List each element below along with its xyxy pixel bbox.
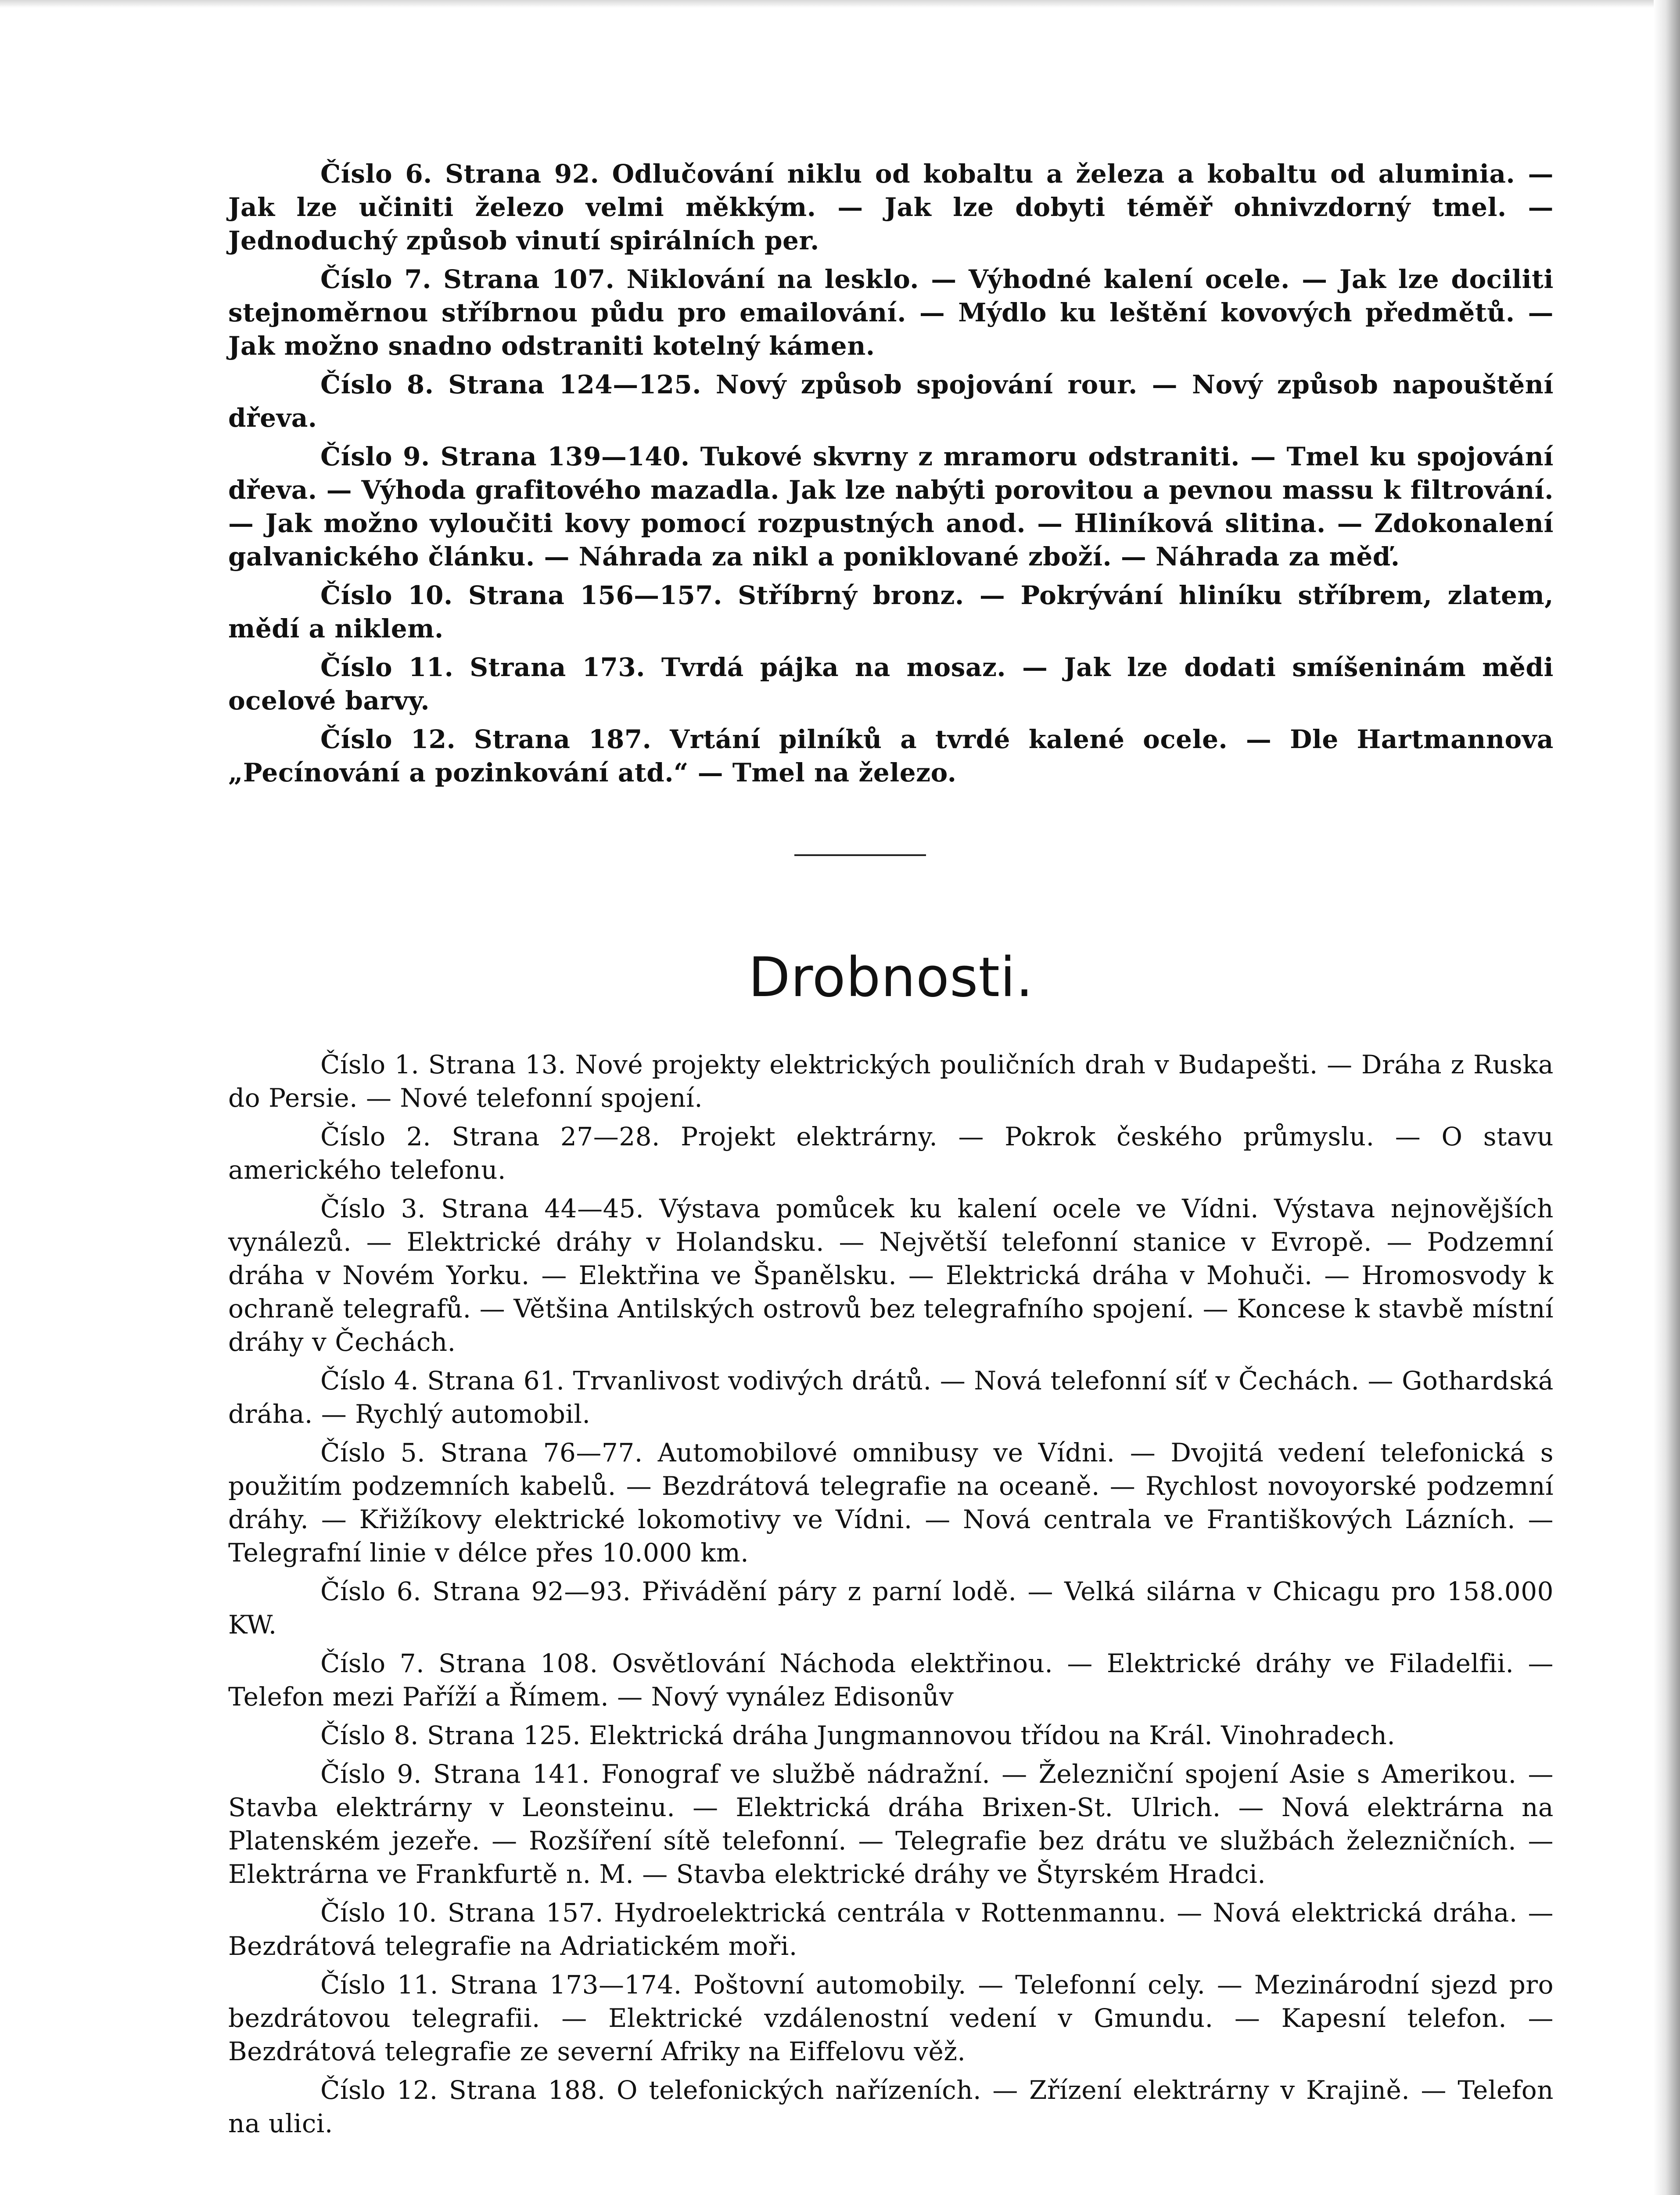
index-entry (228, 723, 1554, 789)
entry-label: Číslo 3. Strana 44—45. (320, 1194, 644, 1223)
entry-text: Tukové skvrny z mramoru odstraniti. — Tmel ku spojování dřeva. — Výhoda grafitového mazadla. Jak lze nabýti porovitou a pevnou massu k filtrování. — Jak možno vyloučiti kovy pomocí rozpustných anod. — Hliníková slitina. — Zdokonalení galvanického článku. — Náhrada za nikl a poniklované zboží. — Náhrada za měď. (228, 442, 1554, 572)
entry-text: Nové projekty elektrických pouličních drah v Budapešti. — Dráha z Ruska do Persie. — Nové telefonní spojení. (228, 1050, 1554, 1113)
entry-label: Číslo 10. Strana 156—157. (320, 580, 722, 610)
index-entry (228, 368, 1554, 435)
index-entry (228, 263, 1554, 363)
section-heading: Drobnosti. (748, 946, 1034, 1009)
index-entry (228, 1757, 1554, 1891)
index-entry (228, 579, 1554, 645)
entry-text: Stříbrný bronz. — Pokrývání hliníku stříbrem, zlatem, mědí a niklem. (228, 580, 1554, 644)
index-entry (228, 1436, 1554, 1569)
entry-label: Číslo 9. Strana 139—140. (320, 442, 690, 471)
entry-label: Číslo 10. Strana 157. (320, 1898, 603, 1928)
entry-label: Číslo 2. Strana 27—28. (320, 1122, 660, 1151)
entry-text: Automobilové omnibusy ve Vídni. — Dvojitá vedení telefonická s použitím podzemních kabelů. — Bezdrátová telegrafie na oceaně. — Rychlost novoyorské podzemní dráhy. — Křižíkovy elektrické lokomotivy ve Vídni. — Nová centrala ve Františkových Lázních. — Telegrafní linie v délce přes 10.000 km. (228, 1438, 1554, 1568)
index-entry (228, 2073, 1554, 2140)
entry-label: Číslo 11. Strana 173. (320, 652, 645, 682)
entry-text: Tvrdá pájka na mosaz. — Jak lze dodati smíšeninám mědi ocelové barvy. (228, 652, 1554, 716)
entry-label: Číslo 7. Strana 108. (320, 1648, 598, 1678)
index-entry (228, 1575, 1554, 1641)
entry-text: Nový způsob spojování rour. — Nový způsob napouštění dřeva. (228, 370, 1554, 433)
index-entry (228, 1364, 1554, 1431)
entry-text: Vrtání pilníků a tvrdé kalené ocele. — Dle Hartmannova „Pecínování a pozinkování atd.“ — Tmel na železo. (228, 724, 1554, 788)
index-entry (228, 1968, 1554, 2068)
entry-text: Elektrická dráha Jungmannovou třídou na Král. Vinohradech. (581, 1720, 1396, 1750)
index-entry (228, 440, 1554, 573)
entry-text: Poštovní automobily. — Telefonní cely. — Mezinárodní sjezd pro bezdrátovou telegrafii. — Elektrické vzdálenostní vedení v Gmundu. — Kapesní telefon. — Bezdrátová telegrafie ze severní Afriky na Eiffelovu věž. (228, 1970, 1554, 2066)
index-entry (228, 1647, 1554, 1713)
entry-label: Číslo 7. Strana 107. (320, 264, 615, 294)
index-entry (228, 157, 1554, 257)
index-section-drobnosti (228, 1048, 1554, 2140)
entry-label: Číslo 9. Strana 141. (320, 1759, 590, 1789)
entry-text: Trvanlivost vodivých drátů. — Nová telefonní síť v Čechách. — Gothardská dráha. — Rychlý automobil. (228, 1366, 1554, 1429)
scan-right-shadow (1654, 0, 1680, 2195)
index-entry (228, 651, 1554, 717)
entry-text: Projekt elektrárny. — Pokrok českého průmyslu. — O stavu amerického telefonu. (228, 1122, 1554, 1185)
page-content (228, 157, 1554, 2195)
scan-top-shadow (0, 0, 1680, 8)
entry-label: Číslo 5. Strana 76—77. (320, 1438, 643, 1468)
entry-label: Číslo 12. Strana 188. (320, 2075, 606, 2105)
entry-text: Hydroelektrická centrála v Rottenmannu. — Nová elektrická dráha. — Bezdrátová telegrafie na Adriatickém moři. (228, 1898, 1554, 1961)
entry-label: Číslo 8. Strana 124—125. (320, 370, 701, 399)
entry-text: Přivádění páry z parní lodě. — Velká silárna v Chicagu pro 158.000 KW. (228, 1576, 1554, 1640)
index-entry (228, 1719, 1554, 1752)
index-entry (228, 1120, 1554, 1187)
entry-label: Číslo 6. Strana 92—93. (320, 1576, 631, 1606)
entry-text: Výstava pomůcek ku kalení ocele ve Vídni. Výstava nejnovějších vynálezů. — Elektrické dráhy v Holandsku. — Největší telefonní stanice v Evropě. — Podzemní dráha v Novém Yorku. — Elektřina ve Španělsku. — Elektrická dráha v Mohuči. — Hromosvody k ochraně telegrafů. — Většina Antilských ostrovů bez telegrafního spojení. — Koncese k stavbě místní dráhy v Čechách. (228, 1194, 1554, 1357)
entry-text: Fonograf ve službě nádražní. — Železniční spojení Asie s Amerikou. — Stavba elektrárny v Leonsteinu. — Elektrická dráha Brixen-St. Ulrich. — Nová elektrárna na Platenském jezeře. — Rozšíření sítě telefonní. — Telegrafie bez drátu ve službách železničních. — Elektrárna ve Frankfurtě n. M. — Stavba elektrické dráhy ve Štyrském Hradci. (228, 1759, 1554, 1889)
entry-text: Odlučování niklu od kobaltu a železa a kobaltu od aluminia. — Jak lze učiniti železo velmi měkkým. — Jak lze dobyti téměř ohnivzdorný tmel. — Jednoduchý způsob vinutí spirálních per. (228, 159, 1554, 255)
entry-label: Číslo 11. Strana 173—174. (320, 1970, 682, 2000)
section-divider (794, 854, 926, 856)
entry-label: Číslo 6. Strana 92. (320, 159, 599, 189)
index-entry (228, 1192, 1554, 1359)
index-section-metalwork (228, 157, 1554, 789)
entry-label: Číslo 12. Strana 187. (320, 724, 652, 754)
entry-text: Osvětlování Náchoda elektřinou. — Elektrické dráhy ve Filadelfii. — Telefon mezi Paříží a Římem. — Nový vynález Edisonův (228, 1648, 1554, 1712)
entry-label: Číslo 1. Strana 13. (320, 1050, 567, 1080)
entry-text: Niklování na lesklo. — Výhodné kalení ocele. — Jak lze dociliti stejnoměrnou stříbrnou půdu pro emailování. — Mýdlo ku leštění kovových předmětů. — Jak možno snadno odstraniti kotelný kámen. (228, 264, 1554, 361)
entry-label: Číslo 4. Strana 61. (320, 1366, 565, 1396)
entry-text: O telefonických nařízeních. — Zřízení elektrárny v Krajině. — Telefon na ulici. (228, 2075, 1554, 2138)
index-entry (228, 1048, 1554, 1115)
entry-label: Číslo 8. Strana 125. (320, 1720, 581, 1750)
index-entry (228, 1896, 1554, 1963)
